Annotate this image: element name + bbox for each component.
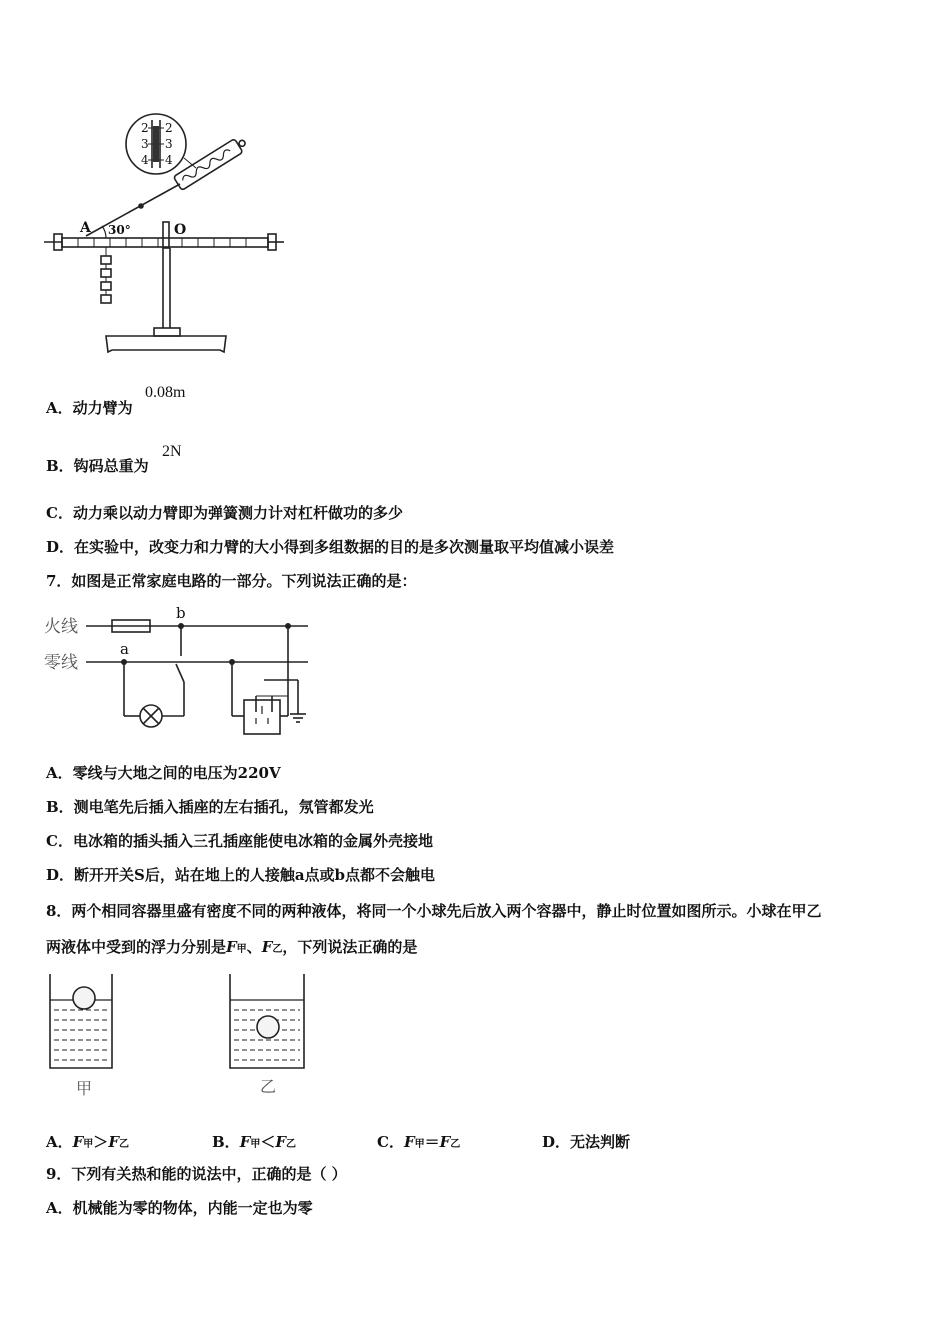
q6-option-a-value: 0.08m bbox=[145, 384, 186, 401]
scale-number: 2 bbox=[141, 121, 149, 135]
ball-jia bbox=[73, 987, 95, 1009]
label-jia: 甲 bbox=[76, 1079, 93, 1098]
q6-option-b-value: 2N bbox=[162, 443, 182, 460]
hook-weight bbox=[101, 256, 111, 264]
q8-option-b: B．F甲＜F乙 bbox=[212, 1133, 297, 1151]
scale-number: 4 bbox=[141, 153, 149, 167]
point-a-label: A bbox=[80, 220, 91, 236]
q6-option-b-text: B．钩码总重为 bbox=[46, 457, 149, 475]
q7-option-a: A．零线与大地之间的电压为220V bbox=[46, 764, 281, 782]
pivot-o-label: O bbox=[174, 222, 187, 238]
q7-option-d: D．断开开关S后，站在地上的人接触a点或b点都不会触电 bbox=[46, 866, 436, 884]
q7-option-b: B．测电笔先后插入插座的左右插孔，氖管都发光 bbox=[46, 798, 374, 816]
q8-stem-line1: 8．两个相同容器里盛有密度不同的两种液体，将同一个小球先后放入两个容器中，静止时位置如图所示。小球在甲乙 bbox=[46, 902, 822, 920]
pull-string bbox=[86, 184, 180, 236]
lever-beam bbox=[62, 238, 268, 247]
point-a-label: a bbox=[120, 640, 129, 658]
angle-label: 30° bbox=[108, 223, 131, 237]
circuit-figure bbox=[44, 604, 314, 746]
q6-option-a-text: A．动力臂为 bbox=[46, 399, 133, 417]
q8-option-a: A．F甲＞F乙 bbox=[46, 1133, 129, 1151]
stand-base bbox=[106, 336, 226, 352]
ball-yi bbox=[257, 1016, 279, 1038]
socket bbox=[244, 700, 280, 734]
q6-option-d: D．在实验中，改变力和力臂的大小得到多组数据的目的是多次测量取平均值减小误差 bbox=[46, 538, 615, 556]
q7-option-c: C．电冰箱的插头插入三孔插座能使电冰箱的金属外壳接地 bbox=[46, 832, 433, 850]
hook-weight bbox=[101, 282, 111, 290]
containers-figure bbox=[44, 970, 324, 1100]
scale-number: 3 bbox=[141, 137, 149, 151]
q8-option-c: C．F甲＝F乙 bbox=[377, 1133, 461, 1151]
q8-stem-line2: 两液体中受到的浮力分别是F甲、F乙，下列说法正确的是 bbox=[46, 938, 418, 956]
q6-option-a bbox=[46, 398, 133, 418]
hook-weight bbox=[101, 295, 111, 303]
scale-number: 4 bbox=[165, 153, 173, 167]
scale-number: 2 bbox=[165, 121, 173, 135]
q8-option-d: D．无法判断 bbox=[542, 1133, 631, 1151]
neutral-wire-label: 零线 bbox=[44, 653, 78, 673]
scale-number: 3 bbox=[165, 137, 173, 151]
spring-balance bbox=[173, 139, 243, 191]
label-yi: 乙 bbox=[260, 1077, 277, 1096]
hook-weight bbox=[101, 269, 111, 277]
point-b-label: b bbox=[176, 604, 186, 622]
q9-stem: 9．下列有关热和能的说法中，正确的是（ ） bbox=[46, 1165, 347, 1183]
live-wire-label: 火线 bbox=[44, 617, 78, 637]
q6-option-b bbox=[46, 456, 149, 476]
q7-stem: 7．如图是正常家庭电路的一部分。下列说法正确的是： bbox=[46, 572, 417, 590]
q6-option-c: C．动力乘以动力臂即为弹簧测力计对杠杆做功的多少 bbox=[46, 504, 403, 522]
lever-figure bbox=[44, 106, 289, 358]
switch bbox=[176, 664, 184, 682]
q9-option-a: A．机械能为零的物体，内能一定也为零 bbox=[46, 1199, 313, 1217]
